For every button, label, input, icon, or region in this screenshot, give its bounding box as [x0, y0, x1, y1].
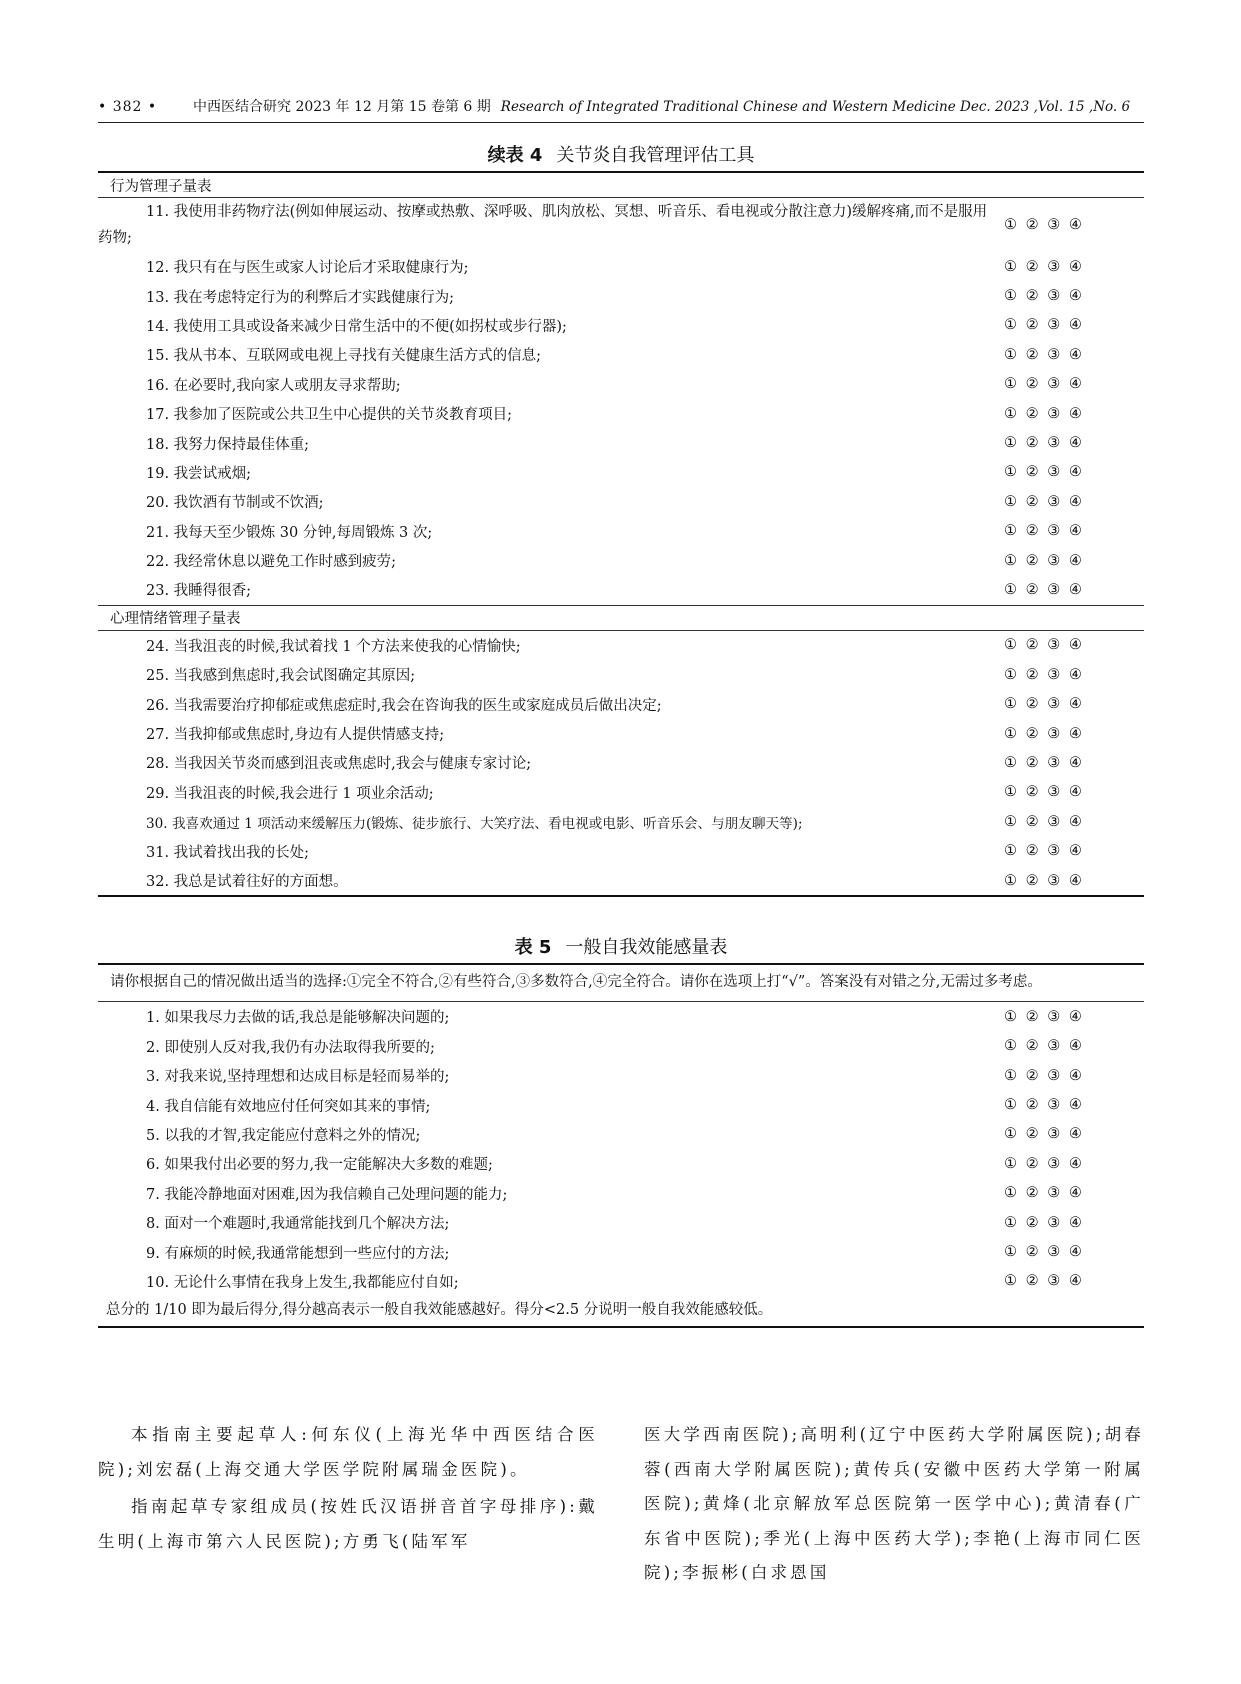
section-psych: 心理情绪管理子量表: [98, 605, 1144, 630]
table-row: 23. 我睡得很香;: [146, 583, 252, 600]
table-row: 26. 当我需要治疗抑郁症或焦虑症时,我会在咨询我的医生或家庭成员后做出决定;: [146, 697, 662, 714]
options: ① ② ③ ④: [1004, 552, 1084, 569]
table5-caption: [98, 933, 1144, 963]
table-row: 5. 以我的才智,我定能应付意料之外的情况;: [146, 1127, 421, 1144]
options: ① ② ③ ④: [1004, 217, 1084, 233]
options: ① ② ③ ④: [1004, 1273, 1084, 1290]
options: ① ② ③ ④: [1004, 725, 1084, 742]
right-column: [644, 1418, 1144, 1591]
table-row: 6. 如果我付出必要的努力,我一定能解决大多数的难题;: [146, 1157, 493, 1174]
table-row: 19. 我尝试戒烟;: [146, 465, 252, 482]
options: ① ② ③ ④: [1004, 872, 1084, 889]
table-row: 17. 我参加了医院或公共卫生中心提供的关节炎教育项目;: [146, 407, 513, 424]
options: ① ② ③ ④: [1004, 813, 1084, 830]
options: ① ② ③ ④: [1004, 493, 1084, 510]
journal-name-cn: 中西医结合研究 2023 年 12 月第 15 卷第 6 期: [193, 99, 491, 115]
table-row: 3. 对我来说,坚持理想和达成目标是轻而易举的;: [146, 1069, 450, 1086]
table-row: 12. 我只有在与医生或家人讨论后才采取健康行为;: [146, 260, 469, 277]
table-row: 9. 有麻烦的时候,我通常能想到一些应付的方法;: [146, 1245, 450, 1262]
options: ① ② ③ ④: [1004, 376, 1084, 393]
options: ① ② ③ ④: [1004, 754, 1084, 771]
options: ① ② ③ ④: [1004, 581, 1084, 598]
table-row: 21. 我每天至少锻炼 30 分钟,每周锻炼 3 次;: [146, 524, 433, 541]
options: ① ② ③ ④: [1004, 523, 1084, 540]
table-row: 20. 我饮酒有节制或不饮酒;: [146, 495, 324, 512]
paragraph-drafters: 本指南主要起草人:何东仪(上海光华中西医结合医院);刘宏磊(上海交通大学医学院附属瑞金医院)。: [98, 1425, 598, 1479]
table5-label: 表 5: [514, 937, 552, 959]
running-header: [98, 96, 1144, 123]
table4-label: 续表 4: [487, 145, 543, 166]
table4-title: 关节炎自我管理评估工具: [556, 145, 755, 166]
options: ① ② ③ ④: [1004, 666, 1084, 683]
paragraph-expert-group: 指南起草专家组成员(按姓氏汉语拼音首字母排序):戴生明(上海市第六人民医院);方勇飞(陆军军: [98, 1497, 598, 1551]
options: ① ② ③ ④: [1004, 696, 1084, 713]
journal-name-en: Research of Integrated Traditional Chinese and Western Medicine Dec. 2023 ,Vol. 15 ,No. 6: [500, 99, 1131, 115]
left-column: [98, 1418, 598, 1591]
options: ① ② ③ ④: [1004, 1067, 1084, 1084]
section-behavior: 行为管理子量表: [98, 172, 1144, 198]
options: ① ② ③ ④: [1004, 1244, 1084, 1261]
table-row: 13. 我在考虑特定行为的利弊后才实践健康行为;: [146, 289, 455, 306]
table5-items: [98, 1002, 1144, 1296]
paragraph-expert-group-cont: 医大学西南医院);高明利(辽宁中医药大学附属医院);胡春蓉(西南大学附属医院);黄传兵(安徽中医药大学第一附属医院);黄烽(北京解放军总医院第一医学中心);黄清春(广东省中医院);季光(上海中医药大学);李艳(上海市同仁医院);李振彬(白求恩国: [644, 1425, 1144, 1582]
options: ① ② ③ ④: [1004, 843, 1084, 860]
options: ① ② ③ ④: [1004, 258, 1084, 275]
options: ① ② ③ ④: [1004, 1214, 1084, 1231]
table-row: 32. 我总是试着往好的方面想。: [146, 874, 348, 890]
table-row: 2. 即使别人反对我,我仍有办法取得我所要的;: [146, 1039, 435, 1056]
options: ① ② ③ ④: [1004, 1097, 1084, 1114]
table-row: 1. 如果我尽力去做的话,我总是能够解决问题的;: [146, 1010, 450, 1027]
table-row: 4. 我自信能有效地应付任何突如其来的事情;: [146, 1098, 431, 1115]
options: ① ② ③ ④: [1004, 288, 1084, 305]
table5-footnote: 总分的 1/10 即为最后得分,得分越高表示一般自我效能感越好。得分<2.5 分说明一般自我效能感较低。: [98, 1296, 1144, 1328]
table-row: 8. 面对一个难题时,我通常能找到几个解决方法;: [146, 1216, 450, 1233]
table-row: 11. 我使用非药物疗法(例如伸展运动、按摩或热敷、深呼吸、肌肉放松、冥想、听音乐、看电视或分散注意力)缓解疼痛,而不是服用药物;: [98, 204, 988, 246]
table-row: 30. 我喜欢通过 1 项活动来缓解压力(锻炼、徒步旅行、大笑疗法、看电视或电影、听音乐会、与朋友聊天等);: [146, 815, 803, 832]
table4-caption: [98, 141, 1144, 171]
table4: [98, 171, 1144, 897]
table-row: 31. 我试着找出我的长处;: [146, 844, 310, 861]
options: ① ② ③ ④: [1004, 1008, 1084, 1025]
table-row: 14. 我使用工具或设备来减少日常生活中的不便(如拐杖或步行器);: [146, 318, 567, 335]
table-row: 10. 无论什么事情在我身上发生,我都能应付自如;: [146, 1274, 459, 1291]
options: ① ② ③ ④: [1004, 1126, 1084, 1143]
options: ① ② ③ ④: [1004, 346, 1084, 363]
options: ① ② ③ ④: [1004, 1038, 1084, 1055]
options: ① ② ③ ④: [1004, 637, 1084, 654]
table-row: 15. 我从书本、互联网或电视上寻找有关健康生活方式的信息;: [146, 348, 542, 365]
options: ① ② ③ ④: [1004, 317, 1084, 334]
table-row: 29. 当我沮丧的时候,我会进行 1 项业余活动;: [146, 785, 434, 802]
page-number: • 382 •: [98, 99, 158, 115]
options: ① ② ③ ④: [1004, 435, 1084, 452]
table5: [98, 963, 1144, 1328]
table-row: 16. 在必要时,我向家人或朋友寻求帮助;: [146, 377, 401, 394]
options: ① ② ③ ④: [1004, 1155, 1084, 1172]
options: ① ② ③ ④: [1004, 405, 1084, 422]
table-row: 24. 当我沮丧的时候,我试着找 1 个方法来使我的心情愉快;: [146, 638, 521, 655]
table5-title: 一般自我效能感量表: [565, 937, 728, 959]
body-text: [98, 1418, 1144, 1591]
page-content: [98, 96, 1144, 1328]
options: ① ② ③ ④: [1004, 1185, 1084, 1202]
options: ① ② ③ ④: [1004, 464, 1084, 481]
table-row: 28. 当我因关节炎而感到沮丧或焦虑时,我会与健康专家讨论;: [146, 756, 532, 773]
table5-instruction: 请你根据自己的情况做出适当的选择:①完全不符合,②有些符合,③多数符合,④完全符合。请你在选项上打“√”。答案没有对错之分,无需过多考虑。: [98, 965, 1144, 1002]
table-row: 7. 我能冷静地面对困难,因为我信赖自己处理问题的能力;: [146, 1186, 508, 1203]
options: ① ② ③ ④: [1004, 784, 1084, 801]
table-row: 18. 我努力保持最佳体重;: [146, 436, 310, 453]
table-row: 22. 我经常休息以避免工作时感到疲劳;: [146, 554, 397, 571]
table-row: 25. 当我感到焦虑时,我会试图确定其原因;: [146, 668, 416, 685]
table-row: 27. 当我抑郁或焦虑时,身边有人提供情感支持;: [146, 727, 445, 744]
